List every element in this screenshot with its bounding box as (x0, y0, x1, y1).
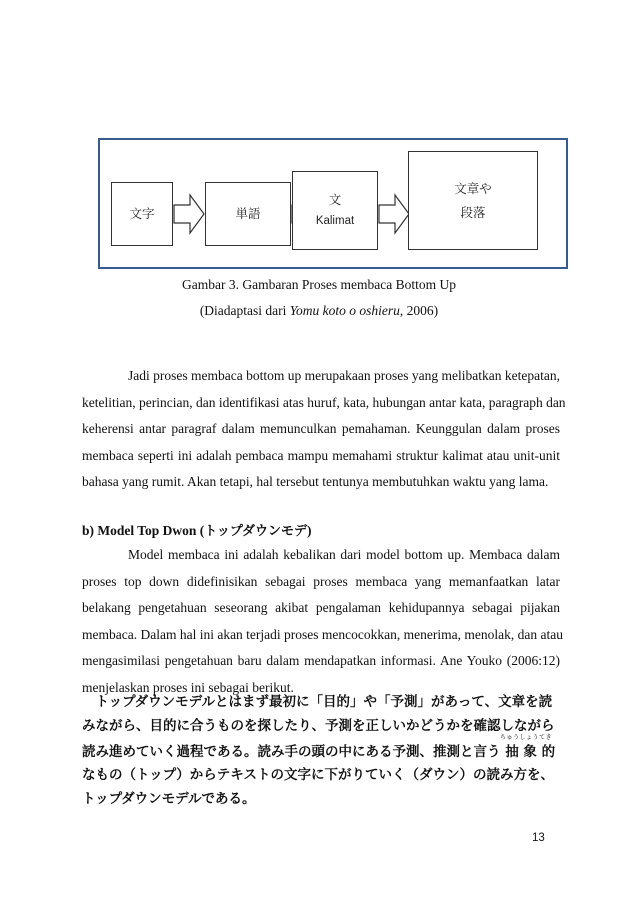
japanese-line: トップダウンモデルである。 (82, 791, 256, 807)
diagram-box-paragraph (408, 151, 538, 250)
japanese-line: なもの（トップ）からテキストの文字に下がりていく（ダウン）の読み方を、 (82, 767, 554, 783)
box-sublabel: Kalimat (315, 215, 355, 228)
bottom-up-diagram (98, 138, 568, 269)
box-label: 文章や (454, 180, 492, 196)
figure-caption: Gambar 3. Gambaran Proses membaca Bottom Up (181, 277, 457, 292)
diagram-box-sentence (292, 171, 378, 250)
text-line: proses top down didefinisikan sebagai proses membaca yang memanfaatkan latar (82, 573, 560, 589)
japanese-line: みながら、目的に合うものを探したり、予測を正しいかどうかを確認しながら (82, 718, 555, 734)
text-line: Jadi proses membaca bottom up merupakaan proses yang melibatkan ketepatan, (128, 368, 560, 383)
text-line: Model membaca ini adalah kebalikan dari model bottom up. Membaca dalam (128, 547, 560, 562)
paragraph-bottom-up (82, 363, 566, 496)
box-label: 単語 (235, 206, 261, 222)
paragraph-top-down (82, 542, 563, 701)
text-line: membaca. Dalam hal ini akan terjadi proses mencocokkan, menerima, menolak, dan atau (82, 626, 563, 642)
text-line: ketelitian, perincian, dan identifikasi atas huruf, kata, hubungan antar kata, paragraph dan (82, 394, 566, 410)
box-sublabel: 段落 (460, 204, 486, 220)
text-line: mengasimilasi pengetahuan baru dalam mendapatkan informasi. Ane Youko (2006:12) (82, 653, 560, 668)
diagram-box-characters (111, 182, 173, 246)
arrow-right-icon (173, 192, 205, 236)
box-label: 文字 (129, 206, 155, 222)
text-line: bahasa yang rumit. Akan tetapi, hal tersebut tentunya membutuhkan waktu yang lama. (82, 474, 549, 489)
japanese-line: トップダウンモデルとはまず最初に「目的」や「予測」があって、文章を読 (82, 694, 553, 710)
diagram-box-words (205, 182, 291, 246)
figure-source: (Diadaptasi dari Yomu koto o oshieru, 2006) (199, 303, 439, 318)
arrow-right-icon (378, 192, 410, 236)
text-line: menjelaskan proses ini sebagai berikut. (82, 679, 294, 695)
page-number: 13 (532, 832, 545, 844)
japanese-line: 読み進めていく過程である。読み手の頭の中にある予測、推測と言う 抽 象 的 (82, 744, 556, 760)
section-heading: b) Model Top Dwon (トップダウンモデ) (82, 523, 312, 539)
text-line: belakang pengetahuan seseorang akibat pengalaman kehidupannya sebagai pijakan (82, 600, 560, 615)
text-line: membaca seperti ini adalah pembaca mampu memahami struktur kalimat atau unit-unit (82, 447, 560, 463)
box-label: 文 (328, 191, 342, 207)
furigana: ちゅうしょうてき (500, 734, 553, 741)
text-line: keherensi antar paragraf dalam memunculkan pemahaman. Keunggulan dalam proses (82, 421, 560, 436)
